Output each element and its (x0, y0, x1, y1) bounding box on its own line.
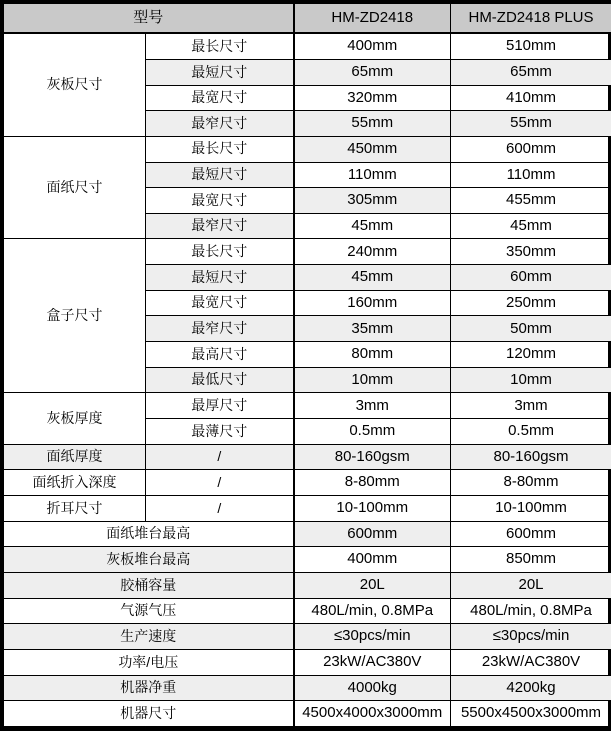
value-cell-zd2418-plus: 480L/min, 0.8MPa (451, 598, 611, 624)
value-cell-zd2418-plus: 110mm (451, 162, 611, 188)
value-cell-zd2418: 8-80mm (294, 470, 451, 496)
table-row (4, 701, 611, 727)
sub-label-cell: 最窄尺寸 (146, 213, 294, 239)
value-cell-zd2418-plus: 23kW/AC380V (451, 649, 611, 675)
value-cell-zd2418: 4000kg (294, 675, 451, 701)
header-row (4, 4, 611, 34)
value-cell-zd2418-plus: 250mm (451, 290, 611, 316)
value-cell-zd2418-plus: 45mm (451, 213, 611, 239)
sub-label-cell: 最厚尺寸 (146, 393, 294, 419)
row-label-cell: 机器净重 (4, 675, 294, 701)
value-cell-zd2418-plus: 410mm (451, 85, 611, 111)
value-cell-zd2418-plus: 20L (451, 573, 611, 599)
table-row (4, 547, 611, 573)
table-row (4, 239, 611, 265)
header-cell-hm-zd2418-plus: HM-ZD2418 PLUS (451, 4, 611, 34)
value-cell-zd2418: 45mm (294, 265, 451, 291)
table-row (4, 444, 611, 470)
value-cell-zd2418: 480L/min, 0.8MPa (294, 598, 451, 624)
value-cell-zd2418-plus: ≤30pcs/min (451, 624, 611, 650)
sub-label-cell: / (146, 496, 294, 522)
table-row (4, 675, 611, 701)
value-cell-zd2418: 80mm (294, 342, 451, 368)
value-cell-zd2418-plus: 4200kg (451, 675, 611, 701)
value-cell-zd2418: 55mm (294, 111, 451, 137)
value-cell-zd2418-plus: 3mm (451, 393, 611, 419)
table-row (4, 470, 611, 496)
row-label-cell: 机器尺寸 (4, 701, 294, 727)
section-label-cell: 盒子尺寸 (4, 239, 146, 393)
row-label-cell: 气源气压 (4, 598, 294, 624)
table-row (4, 393, 611, 419)
sub-label-cell: / (146, 470, 294, 496)
row-label-cell: 面纸堆台最高 (4, 521, 294, 547)
table-row (4, 598, 611, 624)
section-label-cell: 面纸尺寸 (4, 136, 146, 239)
value-cell-zd2418-plus: 350mm (451, 239, 611, 265)
row-label-cell: 灰板堆台最高 (4, 547, 294, 573)
value-cell-zd2418-plus: 55mm (451, 111, 611, 137)
sub-label-cell: 最窄尺寸 (146, 316, 294, 342)
row-label-cell: 面纸折入深度 (4, 470, 146, 496)
value-cell-zd2418-plus: 80-160gsm (451, 444, 611, 470)
value-cell-zd2418: 305mm (294, 188, 451, 214)
value-cell-zd2418-plus: 50mm (451, 316, 611, 342)
value-cell-zd2418: 0.5mm (294, 419, 451, 445)
value-cell-zd2418: 160mm (294, 290, 451, 316)
value-cell-zd2418: 240mm (294, 239, 451, 265)
value-cell-zd2418: 600mm (294, 521, 451, 547)
value-cell-zd2418-plus: 10mm (451, 367, 611, 393)
header-cell-model-label: 型号 (4, 4, 294, 34)
table-row (4, 573, 611, 599)
sub-label-cell: 最长尺寸 (146, 239, 294, 265)
value-cell-zd2418: 20L (294, 573, 451, 599)
value-cell-zd2418: 35mm (294, 316, 451, 342)
sub-label-cell: 最窄尺寸 (146, 111, 294, 137)
row-label-cell: 面纸厚度 (4, 444, 146, 470)
sub-label-cell: / (146, 444, 294, 470)
sub-label-cell: 最短尺寸 (146, 265, 294, 291)
value-cell-zd2418: 45mm (294, 213, 451, 239)
sub-label-cell: 最高尺寸 (146, 342, 294, 368)
row-label-cell: 生产速度 (4, 624, 294, 650)
value-cell-zd2418-plus: 5500x4500x3000mm (451, 701, 611, 727)
value-cell-zd2418: 400mm (294, 547, 451, 573)
value-cell-zd2418: 320mm (294, 85, 451, 111)
value-cell-zd2418-plus: 455mm (451, 188, 611, 214)
value-cell-zd2418-plus: 850mm (451, 547, 611, 573)
table-row (4, 496, 611, 522)
sub-label-cell: 最长尺寸 (146, 33, 294, 59)
sub-label-cell: 最宽尺寸 (146, 85, 294, 111)
row-label-cell: 胶桶容量 (4, 573, 294, 599)
value-cell-zd2418: 450mm (294, 136, 451, 162)
row-label-cell: 功率/电压 (4, 649, 294, 675)
value-cell-zd2418-plus: 10-100mm (451, 496, 611, 522)
sub-label-cell: 最短尺寸 (146, 59, 294, 85)
value-cell-zd2418-plus: 600mm (451, 521, 611, 547)
spec-table (3, 3, 611, 727)
value-cell-zd2418-plus: 0.5mm (451, 419, 611, 445)
value-cell-zd2418: 65mm (294, 59, 451, 85)
value-cell-zd2418-plus: 8-80mm (451, 470, 611, 496)
value-cell-zd2418: 23kW/AC380V (294, 649, 451, 675)
table-row (4, 649, 611, 675)
value-cell-zd2418: 400mm (294, 33, 451, 59)
value-cell-zd2418: 110mm (294, 162, 451, 188)
table-row (4, 136, 611, 162)
value-cell-zd2418: 80-160gsm (294, 444, 451, 470)
table-row (4, 33, 611, 59)
value-cell-zd2418: 10-100mm (294, 496, 451, 522)
value-cell-zd2418: 3mm (294, 393, 451, 419)
sub-label-cell: 最宽尺寸 (146, 290, 294, 316)
value-cell-zd2418: 4500x4000x3000mm (294, 701, 451, 727)
row-label-cell: 折耳尺寸 (4, 496, 146, 522)
value-cell-zd2418: ≤30pcs/min (294, 624, 451, 650)
table-row (4, 521, 611, 547)
sub-label-cell: 最薄尺寸 (146, 419, 294, 445)
value-cell-zd2418: 10mm (294, 367, 451, 393)
header-cell-hm-zd2418: HM-ZD2418 (294, 4, 451, 34)
section-label-cell: 灰板尺寸 (4, 33, 146, 136)
sub-label-cell: 最宽尺寸 (146, 188, 294, 214)
value-cell-zd2418-plus: 510mm (451, 33, 611, 59)
sub-label-cell: 最长尺寸 (146, 136, 294, 162)
value-cell-zd2418-plus: 600mm (451, 136, 611, 162)
value-cell-zd2418-plus: 120mm (451, 342, 611, 368)
value-cell-zd2418-plus: 60mm (451, 265, 611, 291)
value-cell-zd2418-plus: 65mm (451, 59, 611, 85)
table-row (4, 624, 611, 650)
section-label-cell: 灰板厚度 (4, 393, 146, 444)
sub-label-cell: 最短尺寸 (146, 162, 294, 188)
sub-label-cell: 最低尺寸 (146, 367, 294, 393)
